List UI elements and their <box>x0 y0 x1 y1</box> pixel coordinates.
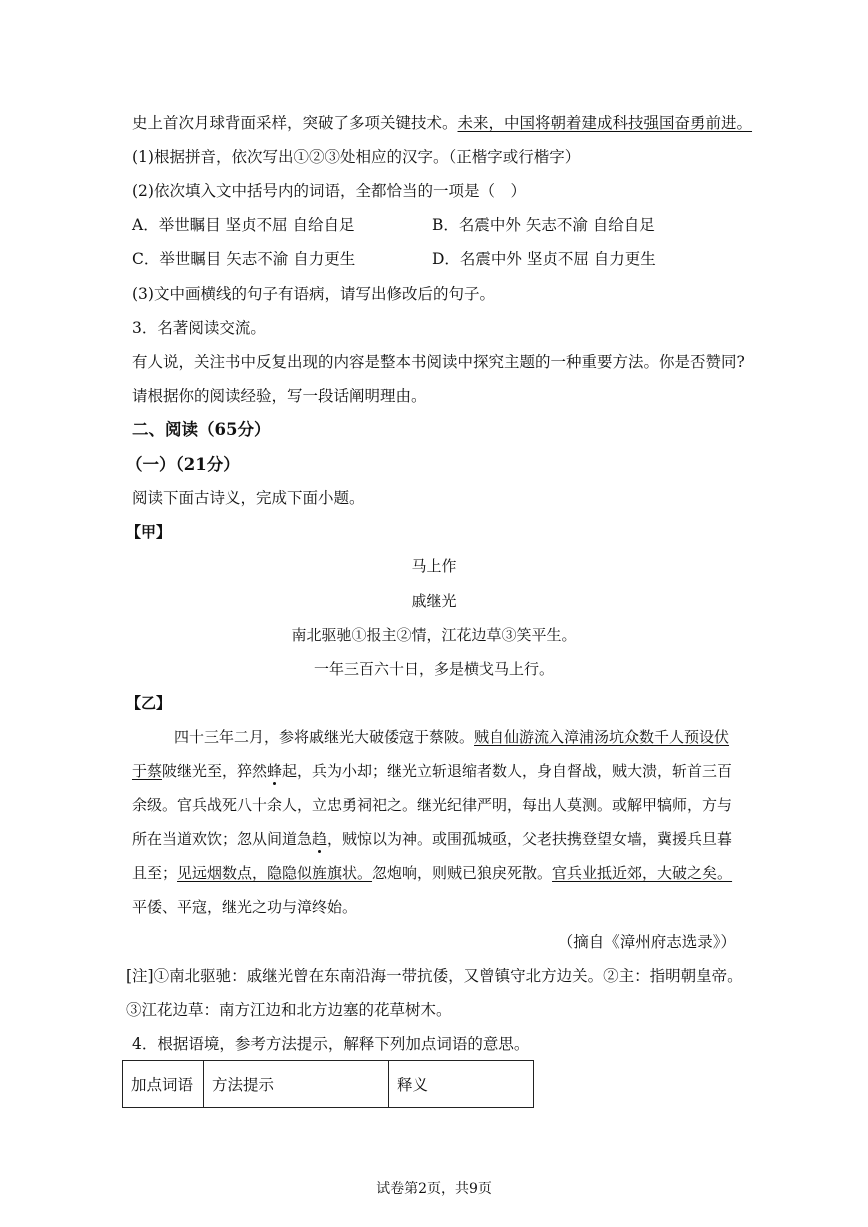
prose-text: 四十三年二月，参将戚继光大破倭寇于蔡陂。 <box>174 728 475 746</box>
underlined-sentence: 未来，中国将朝着建成科技强国奋勇前进。 <box>457 114 753 132</box>
prose-source: （摘自《漳州府志选录》） <box>557 933 736 951</box>
poem-line-1: 南北驱驰①报主②情，江花边草③笑平生。 <box>291 626 577 644</box>
prose-underlined: 官兵业抵近郊，大破之矣。 <box>552 864 733 882</box>
prose-underlined: 贼自仙游流入漳浦汤坑众数千人预设伏 <box>474 728 730 746</box>
poem-line-2: 一年三百六十日，多是横戈马上行。 <box>313 660 554 678</box>
question-2: (2)依次填入文中括号内的词语，全都恰当的一项是（ ） <box>132 182 526 200</box>
option-a: A．举世瞩目 坚贞不屈 自给自足 <box>132 216 355 234</box>
options-row-2 <box>132 249 656 269</box>
item-3-body-1: 有人说，关注书中反复出现的内容是整本书阅读中探究主题的一种重要方法。你是否赞同? <box>132 353 745 371</box>
item-3-title: 3．名著阅读交流。 <box>132 319 266 337</box>
table-header-cell: 加点词语 <box>123 1061 204 1108</box>
option-b: B．名震中外 矢志不渝 自给自足 <box>432 216 655 234</box>
prose-line-2 <box>132 761 732 781</box>
part-1-title: （一）（21分） <box>126 455 240 474</box>
option-c: C．举世瞩目 矢志不渝 自力更生 <box>132 250 356 268</box>
intro-text: 史上首次月球背面采样，突破了多项关键技术。 <box>132 114 458 132</box>
prose-text: 忽炮响，则贼已狼戾死散。 <box>372 864 553 882</box>
note-line-1: [注]①南北驱驰：戚继光曾在东南沿海一带抗倭，又曾镇守北方边关。②主：指明朝皇帝。 <box>126 967 743 985</box>
note-line-2: ③江花边草：南方江边和北方边塞的花草树木。 <box>126 1001 452 1019</box>
prose-text: ，贼惊以为神。或围孤城亟，父老扶携登望女墙，冀援兵旦暮 <box>327 830 733 848</box>
item-4-title: 4．根据语境，参考方法提示，解释下列加点词语的意思。 <box>132 1035 530 1053</box>
prose-line-6: 平倭、平寇，继光之功与漳终始。 <box>132 898 358 916</box>
table-header-cell: 释义 <box>389 1061 534 1108</box>
options-row-1 <box>132 215 655 235</box>
jia-label: 【甲】 <box>126 523 172 541</box>
table-header-cell: 方法提示 <box>204 1061 389 1108</box>
yi-label: 【乙】 <box>126 694 172 712</box>
section-2-title: 二、阅读（65分） <box>132 420 271 439</box>
prose-line-5 <box>132 863 732 883</box>
table-header-row <box>123 1061 534 1108</box>
prose-underlined: 于蔡 <box>132 762 163 780</box>
poem-title: 马上作 <box>411 557 457 575</box>
prose-text: 陂继光至，猝然 <box>162 762 268 780</box>
dotted-word: 蜂 <box>267 762 283 780</box>
question-3: (3)文中画横线的句子有语病，请写出修改后的句子。 <box>132 285 495 303</box>
poem-author: 戚继光 <box>411 592 457 610</box>
page-footer: 试卷第2页，共9页 <box>376 1181 492 1197</box>
prose-underlined: 见远烟数点，隐隐似旌旗状。 <box>177 864 373 882</box>
part-1-intro: 阅读下面古诗义，完成下面小题。 <box>132 489 365 507</box>
definition-table <box>122 1060 534 1108</box>
prose-line-4 <box>132 829 732 849</box>
prose-line-1 <box>174 727 729 747</box>
question-1: (1)根据拼音，依次写出①②③处相应的汉字。（正楷字或行楷字） <box>132 148 581 166</box>
intro-line <box>132 113 752 133</box>
option-d: D．名震中外 坚贞不屈 自力更生 <box>432 250 656 268</box>
dotted-word: 趋 <box>312 830 328 848</box>
prose-line-3: 余级。官兵战死八十余人，立忠勇祠祀之。继光纪律严明，每出人莫测。或解甲犒师，方与 <box>132 796 733 814</box>
prose-text: 起，兵为小却；继光立斩退缩者数人，身自督战，贼大溃，斩首三百 <box>282 762 733 780</box>
prose-text: 所在当道欢饮；忽从间道急 <box>132 830 313 848</box>
item-3-body-2: 请根据你的阅读经验，写一段话阐明理由。 <box>132 387 427 405</box>
prose-text: 且至； <box>132 864 178 882</box>
